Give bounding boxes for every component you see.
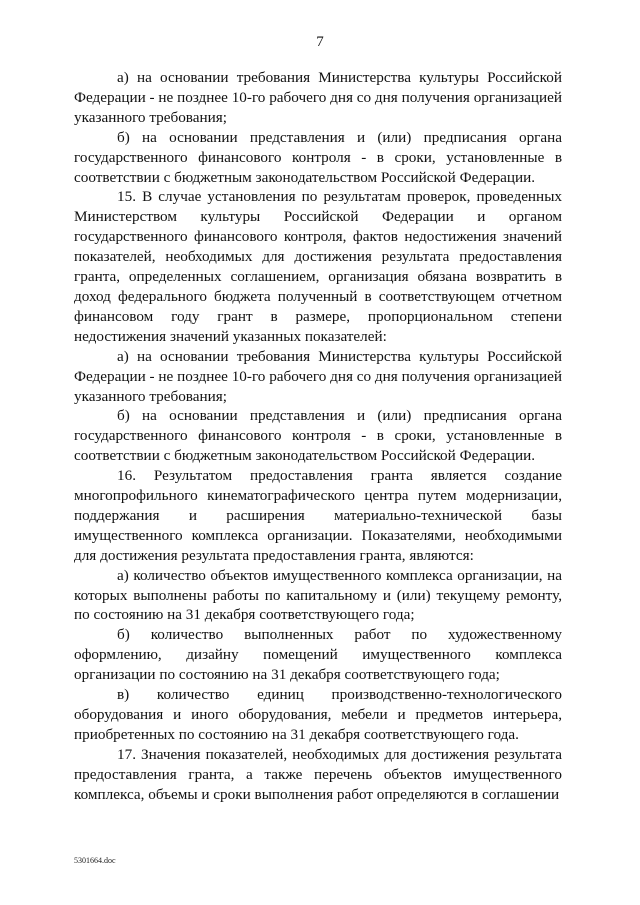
paragraph-a-repair-objects: а) количество объектов имущественного комплекса организации, на которых выполнены работы по капитальному и (или) текущему ремонту, по состоянию на 31 декабря соответствующего года; <box>74 566 562 624</box>
paragraph-c-equipment-units: в) количество единиц производственно-технологического оборудования и иного оборудования, мебели и предметов интерьера, приобретенных по состоянию на 31 декабря соответствующего года. <box>74 686 562 743</box>
paragraph-16-grant-result: 16. Результатом предоставления гранта является создание многопрофильного кинематографического центра путем модернизации, поддержания и расширения материально-технической базы имущественного комплекса организации. Показателями, необходимыми для достижения результата предоставления гранта, являются: <box>74 467 562 564</box>
paragraph-b-design-works: б) количество выполненных работ по художественному оформлению, дизайну помещений имущественного комплекса организации по состоянию на 31 декабря соответствующего года; <box>74 626 562 684</box>
document-filename-footer: 5301664.doc <box>74 856 116 865</box>
paragraph-15-grant-return: 15. В случае установления по результатам проверок, проведенных Министерством культуры Российской Федерации и органом государственного финансового контроля, фактов недостижения значений показателей, необходимых для достижения результата предоставления гранта, определенных соглашением, организация обязана возвратить в доход федерального бюджета полученный в соответствующем отчетном финансовом году грант в размере, пропорциональном степени недостижения значений указанных показателей: <box>74 188 562 345</box>
document-body <box>74 68 562 805</box>
paragraph-17-indicator-values: 17. Значения показателей, необходимых для достижения результата предоставления гранта, а также перечень объектов имущественного комплекса, объемы и сроки выполнения работ определяются в соглашении <box>74 745 562 803</box>
paragraph-a-ministry-requirement: а) на основании требования Министерства культуры Российской Федерации - не позднее 10-го рабочего дня со дня получения организацией указанного требования; <box>74 69 562 126</box>
paragraph-a-ministry-requirement-2: а) на основании требования Министерства культуры Российской Федерации - не позднее 10-го рабочего дня со дня получения организацией указанного требования; <box>74 347 562 405</box>
page-number: 7 <box>316 34 324 50</box>
paragraph-b-financial-control: б) на основании представления и (или) предписания органа государственного финансового контроля - в сроки, установленные в соответствии с бюджетным законодательством Российской Федерации. <box>74 128 562 186</box>
paragraph-b-financial-control-2: б) на основании представления и (или) предписания органа государственного финансового контроля - в сроки, установленные в соответствии с бюджетным законодательством Российской Федерации. <box>74 407 562 465</box>
